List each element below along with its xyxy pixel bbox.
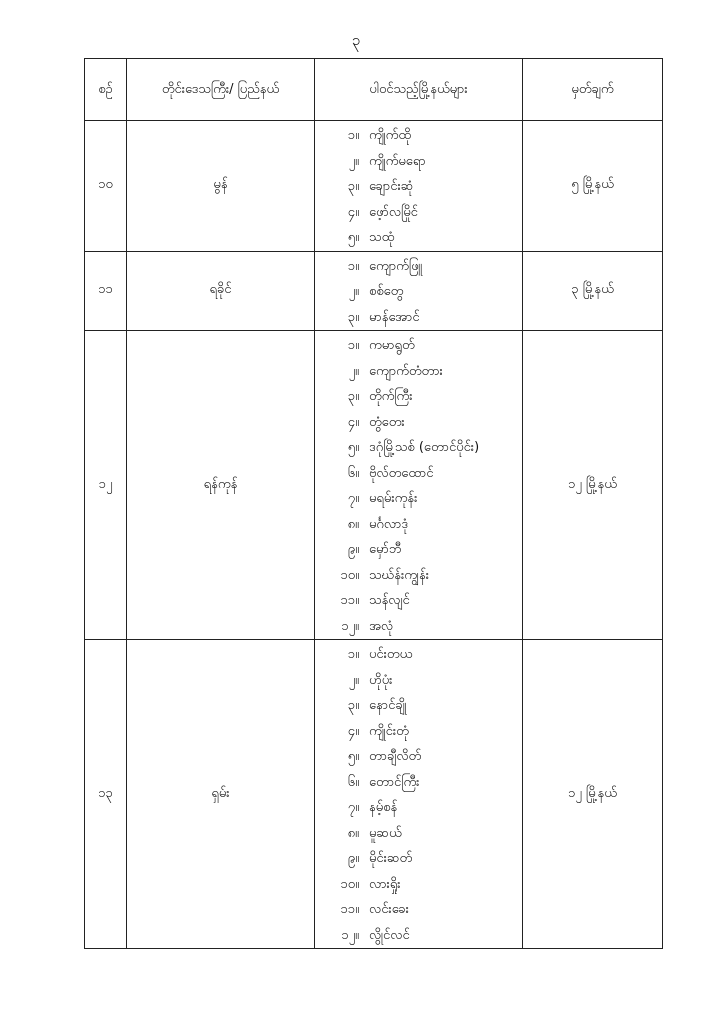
township-index: ၁။ xyxy=(347,258,359,274)
township-index: ၅။ xyxy=(347,230,359,245)
township-item xyxy=(315,435,522,461)
township-item xyxy=(315,174,522,200)
township-name: သန်လျင် xyxy=(369,593,410,608)
page-number: ၃ xyxy=(351,31,361,49)
remark: ၁၂ မြို့နယ် xyxy=(523,331,663,640)
township-cell xyxy=(315,121,523,252)
township-name: ပင်းတယ xyxy=(369,647,413,662)
table-header-row xyxy=(85,59,663,121)
township-item xyxy=(315,923,522,949)
township-cell xyxy=(315,331,523,640)
township-name: တွံတေး xyxy=(369,414,405,430)
township-item xyxy=(315,770,522,796)
township-list xyxy=(315,331,522,639)
township-index: ၈။ xyxy=(347,516,359,532)
township-name: အလုံ xyxy=(369,618,394,634)
township-index: ၇။ xyxy=(347,491,359,506)
township-name: တိုက်ကြီး xyxy=(369,389,413,404)
township-item xyxy=(315,588,522,614)
township-name: မှော်ဘီ xyxy=(369,542,402,557)
township-name: တာချီလိတ် xyxy=(369,749,422,764)
township-item xyxy=(315,200,522,226)
table-row xyxy=(85,331,663,640)
township-index: ၂။ xyxy=(348,672,359,688)
township-name: နမ့်စန် xyxy=(369,800,398,815)
township-name: လွိုင်လင် xyxy=(369,927,410,943)
township-item xyxy=(315,123,522,149)
township-name: လားရှိုး xyxy=(369,876,401,892)
remark: ၁၂ မြို့နယ် xyxy=(523,640,663,949)
remark: ၃ မြို့နယ် xyxy=(523,251,663,331)
township-index: ၁၁။ xyxy=(340,593,359,608)
township-index: ၁။ xyxy=(347,338,359,353)
region-name: ရန်ကုန် xyxy=(127,331,315,640)
township-name: ကျိုက်မရော xyxy=(369,153,426,169)
township-item xyxy=(315,846,522,872)
township-cell xyxy=(315,251,523,331)
township-name: ဗိုလ်တထောင် xyxy=(369,465,434,481)
township-name: မူဆယ် xyxy=(369,825,402,841)
township-item xyxy=(315,359,522,385)
township-index: ၃။ xyxy=(347,698,359,713)
township-index: ၉။ xyxy=(347,542,359,557)
region-name: ရှမ်း xyxy=(127,640,315,949)
townships-table xyxy=(84,58,663,949)
township-item xyxy=(315,614,522,640)
region-name: မွန် xyxy=(127,121,315,252)
township-name: သဃ်န်းကျွန်း xyxy=(369,567,430,583)
header-no: စဉ် xyxy=(85,59,127,121)
township-index: ၁။ xyxy=(347,128,359,143)
township-item xyxy=(315,821,522,847)
township-name: ကျောက်ဖြူ xyxy=(369,258,423,274)
township-index: ၁၀။ xyxy=(340,567,359,583)
township-index: ၁၀။ xyxy=(340,876,359,892)
township-name: စစ်တွေ xyxy=(369,284,404,299)
township-item xyxy=(315,149,522,175)
table-row xyxy=(85,121,663,252)
township-index: ၂။ xyxy=(348,153,359,169)
township-item xyxy=(315,225,522,251)
township-index: ၂။ xyxy=(348,284,359,299)
township-item xyxy=(315,668,522,694)
township-item xyxy=(315,254,522,280)
table-row xyxy=(85,251,663,331)
row-number: ၁၂ xyxy=(85,331,127,640)
header-remark: မှတ်ချက် xyxy=(523,59,663,121)
township-name: သထုံ xyxy=(369,230,395,245)
township-index: ၆။ xyxy=(347,465,359,481)
row-number: ၁၁ xyxy=(85,251,127,331)
township-item xyxy=(315,384,522,410)
township-item xyxy=(315,719,522,745)
township-list xyxy=(315,252,522,331)
township-name: ကျိုက်ထို xyxy=(369,128,411,143)
township-index: ၂။ xyxy=(348,363,359,379)
township-item xyxy=(315,537,522,563)
township-index: ၁၁။ xyxy=(340,902,359,917)
table-row xyxy=(85,640,663,949)
township-item xyxy=(315,461,522,487)
township-index: ၉။ xyxy=(347,851,359,866)
row-number: ၁၀ xyxy=(85,121,127,252)
township-name: လင်းခေး xyxy=(369,902,409,917)
township-list xyxy=(315,121,522,251)
township-name: ကျိုင်းတုံ xyxy=(369,723,409,739)
remark: ၅ မြို့နယ် xyxy=(523,121,663,252)
township-index: ၅။ xyxy=(347,440,359,455)
township-index: ၈။ xyxy=(347,825,359,841)
township-name: ကျောက်တံတား xyxy=(369,363,443,379)
township-item xyxy=(315,512,522,538)
township-index: ၁၂။ xyxy=(341,618,359,634)
township-name: တောင်ကြီး xyxy=(369,774,420,790)
township-name: ဟိုပုံး xyxy=(369,672,393,688)
township-name: မာန်အောင် xyxy=(369,309,420,325)
township-name: ကမာရွတ် xyxy=(369,338,415,353)
township-name: ဒဂုံမြို့သစ် (တောင်ပိုင်း) xyxy=(369,440,480,455)
township-index: ၄။ xyxy=(347,414,359,430)
township-list xyxy=(315,640,522,948)
header-region: တိုင်းဒေသကြီး/ ပြည်နယ် xyxy=(127,59,315,121)
table-body xyxy=(85,121,663,949)
township-name: မိုင်းဆတ် xyxy=(369,851,413,866)
row-number: ၁၃ xyxy=(85,640,127,949)
township-item xyxy=(315,410,522,436)
township-name: ဖေ့ာ်လမြိုင် xyxy=(369,204,418,220)
township-item xyxy=(315,563,522,589)
township-index: ၅။ xyxy=(347,749,359,764)
township-name: ချောင်းဆုံ xyxy=(369,179,414,194)
township-index: ၃။ xyxy=(347,389,359,404)
township-name: နောင်ချို xyxy=(369,698,407,713)
township-item xyxy=(315,872,522,898)
township-index: ၄။ xyxy=(347,204,359,220)
township-item xyxy=(315,642,522,668)
township-index: ၁၂။ xyxy=(341,927,359,943)
township-item xyxy=(315,305,522,331)
township-index: ၇။ xyxy=(347,800,359,815)
township-item xyxy=(315,486,522,512)
township-item xyxy=(315,795,522,821)
township-item xyxy=(315,897,522,923)
township-index: ၆။ xyxy=(347,774,359,790)
township-index: ၃။ xyxy=(347,179,359,194)
region-name: ရခိုင် xyxy=(127,251,315,331)
township-item xyxy=(315,333,522,359)
township-cell xyxy=(315,640,523,949)
township-item xyxy=(315,693,522,719)
township-item xyxy=(315,279,522,305)
township-index: ၄။ xyxy=(347,723,359,739)
township-name: မင်္ဂလာဒုံ xyxy=(369,516,409,532)
township-index: ၃။ xyxy=(347,309,359,325)
township-item xyxy=(315,744,522,770)
township-index: ၁။ xyxy=(347,647,359,662)
header-townships: ပါဝင်သည့်မြို့နယ်များ xyxy=(315,59,523,121)
township-name: မရမ်းကုန်း xyxy=(369,491,418,506)
